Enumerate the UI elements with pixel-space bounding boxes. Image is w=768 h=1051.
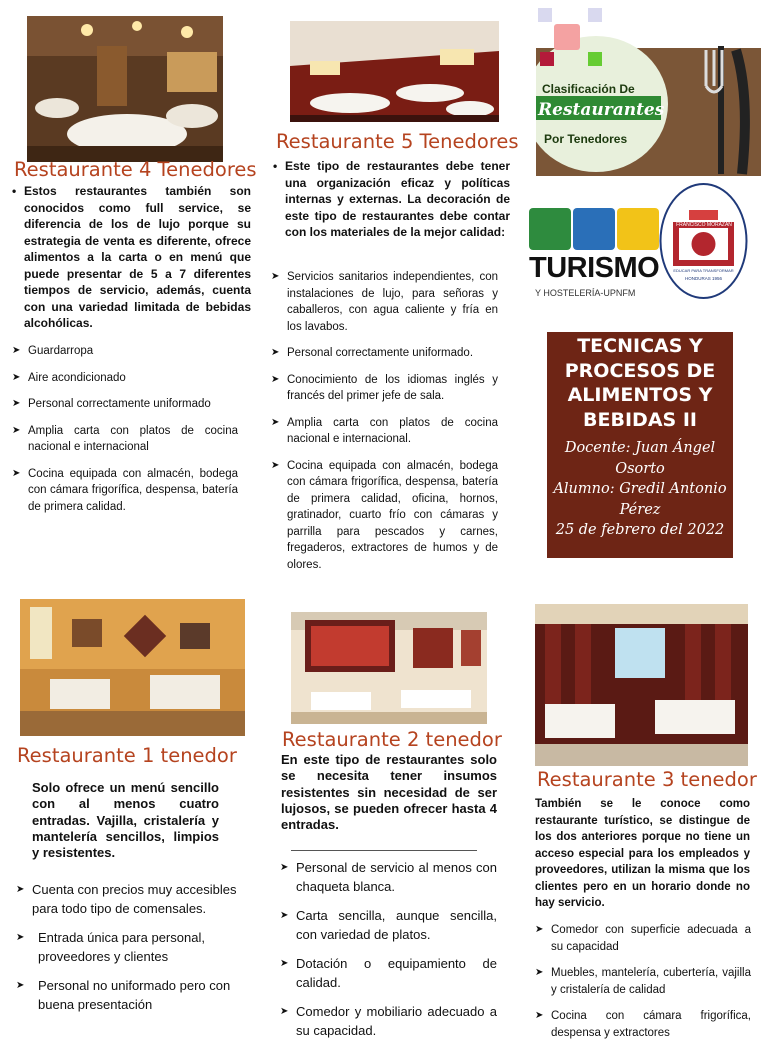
- alumno-text: Alumno: Gredil Antonio Pérez: [553, 481, 727, 518]
- list-item: ➤ Muebles, mantelería, cubertería, vajilla y cristalería de calidad: [535, 965, 751, 998]
- list-item: ➤ Comedor con superficie adecuada a su capacidad: [535, 922, 751, 955]
- classification-banner: [536, 6, 761, 176]
- palm-icon: [529, 208, 571, 250]
- restaurant-5-intro: • Este tipo de restaurantes debe tener una organización eficaz y políticas internas y externas. La decoración de este tipo de restaurantes debe contar con los materiales de la mejor calidad:: [273, 158, 510, 241]
- list-item: ➤ Personal correctamente uniformado: [12, 396, 238, 413]
- restaurant-4-intro: • Estos restaurantes también son conocidos como full service, se diferencia de los de lujo porque su estrategia de venta es diferente, ofrece alimentos a la carta o en menú que puede presentar de 5 a 7 diferentes tiempos de servicio, además, cuenta con una variedad limitada de bebidas alcohólicas.: [12, 183, 251, 332]
- list-item: ➤ Dotación o equipamiento de calidad.: [280, 954, 497, 992]
- restaurant-3-list: [535, 922, 751, 1051]
- list-item: ➤ Carta sencilla, aunque sencilla, con variedad de platos.: [280, 906, 497, 944]
- course-meta: [547, 438, 733, 541]
- course-info-box: [547, 332, 733, 558]
- list-item: ➤ Entrada única para personal, proveedores y clientes: [16, 928, 242, 966]
- restaurant-4-title: Restaurante 4 Tenedores: [14, 158, 257, 181]
- seal-top-text: FRANCISCO MORAZÁN: [676, 222, 732, 228]
- restaurant-1-title: Restaurante 1 tenedor: [17, 744, 237, 767]
- list-item: ➤ Comedor y mobiliario adecuado a su capacidad.: [280, 1002, 497, 1040]
- restaurant-3-intro: También se le conoce como restaurante turístico, se distingue de los dos anteriores porque no tiene un acceso especial para los empleados y proveedores, utilizan la misma que los clientes pero en un horario donde no hay servicio.: [535, 798, 750, 909]
- restaurant-5-title: Restaurante 5 Tenedores: [276, 130, 519, 153]
- restaurant-2-list: [280, 858, 497, 1050]
- banner-line-2: Restaurantes: [538, 100, 665, 120]
- restaurant-1-intro: Solo ofrece un menú sencillo con al menos cuatro entradas. Vajilla, cristalería y mantelería sencillos, limpios y resistentes.: [32, 780, 219, 861]
- list-item: ➤ Cuenta con precios muy accesibles para todo tipo de comensales.: [16, 880, 242, 918]
- banner-line-1: Clasificación De: [542, 82, 635, 96]
- luggage-icon: [573, 208, 615, 250]
- restaurant-1-list: [16, 880, 242, 1024]
- list-item: ➤ Amplia carta con platos de cocina nacional e internacional.: [271, 415, 498, 448]
- turismo-logo: [529, 208, 659, 300]
- seal-bottom-text: HONDURAS 1956: [684, 276, 722, 281]
- turismo-wordmark: TURISMO: [529, 252, 660, 284]
- list-item: ➤ Personal correctamente uniformado.: [271, 345, 498, 362]
- docente-text: Docente: Juan Ángel Osorto: [564, 440, 716, 477]
- seal-sub-text: EDUCAR PARA TRANSFORMAR: [673, 268, 734, 273]
- hosteleria-wordmark: Y HOSTELERÍA-UPNFM: [535, 288, 636, 298]
- list-item: ➤ Amplia carta con platos de cocina nacional e internacional: [12, 423, 238, 456]
- list-item: ➤ Guardarropa: [12, 343, 238, 360]
- course-title: TECNICAS Y PROCESOS DE ALIMENTOS Y BEBIDAS II: [564, 335, 716, 431]
- list-item: ➤ Cocina con cámara frigorífica, despensa y extractores: [535, 1008, 751, 1041]
- restaurant-5-list: [271, 269, 498, 583]
- divider: [291, 850, 477, 851]
- list-item: ➤ Servicios sanitarios independientes, con instalaciones de lujo, para señoras y caballeros, con agua caliente y fría en los lavabos.: [271, 269, 498, 335]
- list-item: ➤ Personal de servicio al menos con chaqueta blanca.: [280, 858, 497, 896]
- restaurant-4-list: [12, 343, 238, 525]
- list-item: ➤ Cocina equipada con almacén, bodega con cámara frigorífica, despensa, batería de primera calidad.: [12, 466, 238, 516]
- restaurant-2-intro: En este tipo de restaurantes solo se necesita tener insumos resistentes sin necesidad de ser lujosos, se pueden ofrecer hasta 4 entradas.: [281, 752, 497, 833]
- university-seal: [659, 182, 748, 300]
- restaurant-2-photo: [291, 612, 487, 724]
- list-item: ➤ Personal no uniformado pero con buena presentación: [16, 976, 242, 1014]
- banner-line-3: Por Tenedores: [544, 132, 628, 146]
- restaurant-1-photo: [20, 599, 245, 736]
- restaurant-5-photo: [290, 21, 499, 122]
- list-item: ➤ Aire acondicionado: [12, 370, 238, 387]
- restaurant-3-photo: [535, 604, 748, 766]
- restaurant-4-photo: [27, 16, 223, 162]
- restaurant-3-title: Restaurante 3 tenedor: [537, 768, 757, 791]
- list-item: ➤ Conocimiento de los idiomas inglés y francés del primer jefe de sala.: [271, 372, 498, 405]
- restaurant-2-title: Restaurante 2 tenedor: [282, 728, 502, 751]
- date-text: 25 de febrero del 2022: [555, 522, 725, 538]
- list-item: ➤ Cocina equipada con almacén, bodega con cámara frigorífica, despensa, batería de primera calidad, oficina, hornos, gratinador, cuarto frío con cámaras y parrilla para pescados y carnes, fregaderos, extractores de humos y de olores.: [271, 458, 498, 574]
- road-icon: [617, 208, 659, 250]
